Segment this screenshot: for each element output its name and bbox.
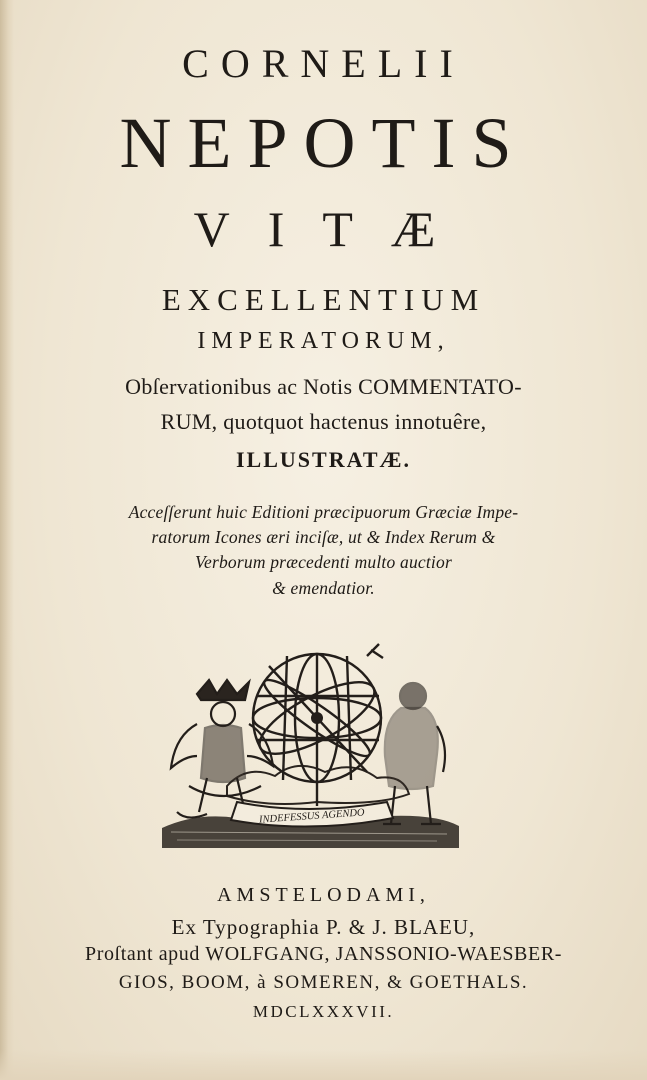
author-first-name: CORNELII [182, 41, 465, 86]
italic-note-line-1: Acceſſerunt huic Editioni præcipuorum Græciæ Impe- [128, 502, 519, 522]
edition-note-line-1: Obſervationibus ac Notis COMMENTATO- [125, 374, 522, 399]
imprint-sellers-line-2: GIOS, BOOM, à SOMEREN, & GOETHALS. [118, 972, 529, 993]
imprint-printer: Ex Typographia P. & J. BLAEU, [171, 915, 476, 939]
subtitle-line-1: EXCELLENTIUM [161, 282, 486, 317]
italic-note-line-3: Verborum præcedenti multo auctior [195, 552, 452, 572]
subtitle-line-2: IMPERATORUM, [197, 328, 450, 354]
edition-note-line-2: RUM, quotquot hactenus innotuêre, [160, 409, 487, 434]
italic-note-line-4: & emendatior. [272, 578, 375, 598]
italic-note-line-2: ratorum Icones æri inciſæ, ut & Index Rerum & [151, 527, 496, 547]
printers-device-woodcut [157, 636, 463, 862]
imprint-year: MDCLXXXVII. [252, 1002, 395, 1021]
printers-device-motto: INDEFESSUS AGENDO [258, 807, 365, 826]
book-title: VITÆ [193, 201, 474, 257]
imprint-sellers-line-1: Proſtant apud WOLFGANG, JANSSONIO-WAESBER- [84, 943, 563, 965]
page-bottom-shadow [0, 1050, 647, 1080]
imprint-place: AMSTELODAMI, [217, 884, 430, 906]
author-last-name: NEPOTIS [119, 103, 528, 183]
edition-note-line-3: ILLUSTRATÆ. [235, 447, 412, 472]
